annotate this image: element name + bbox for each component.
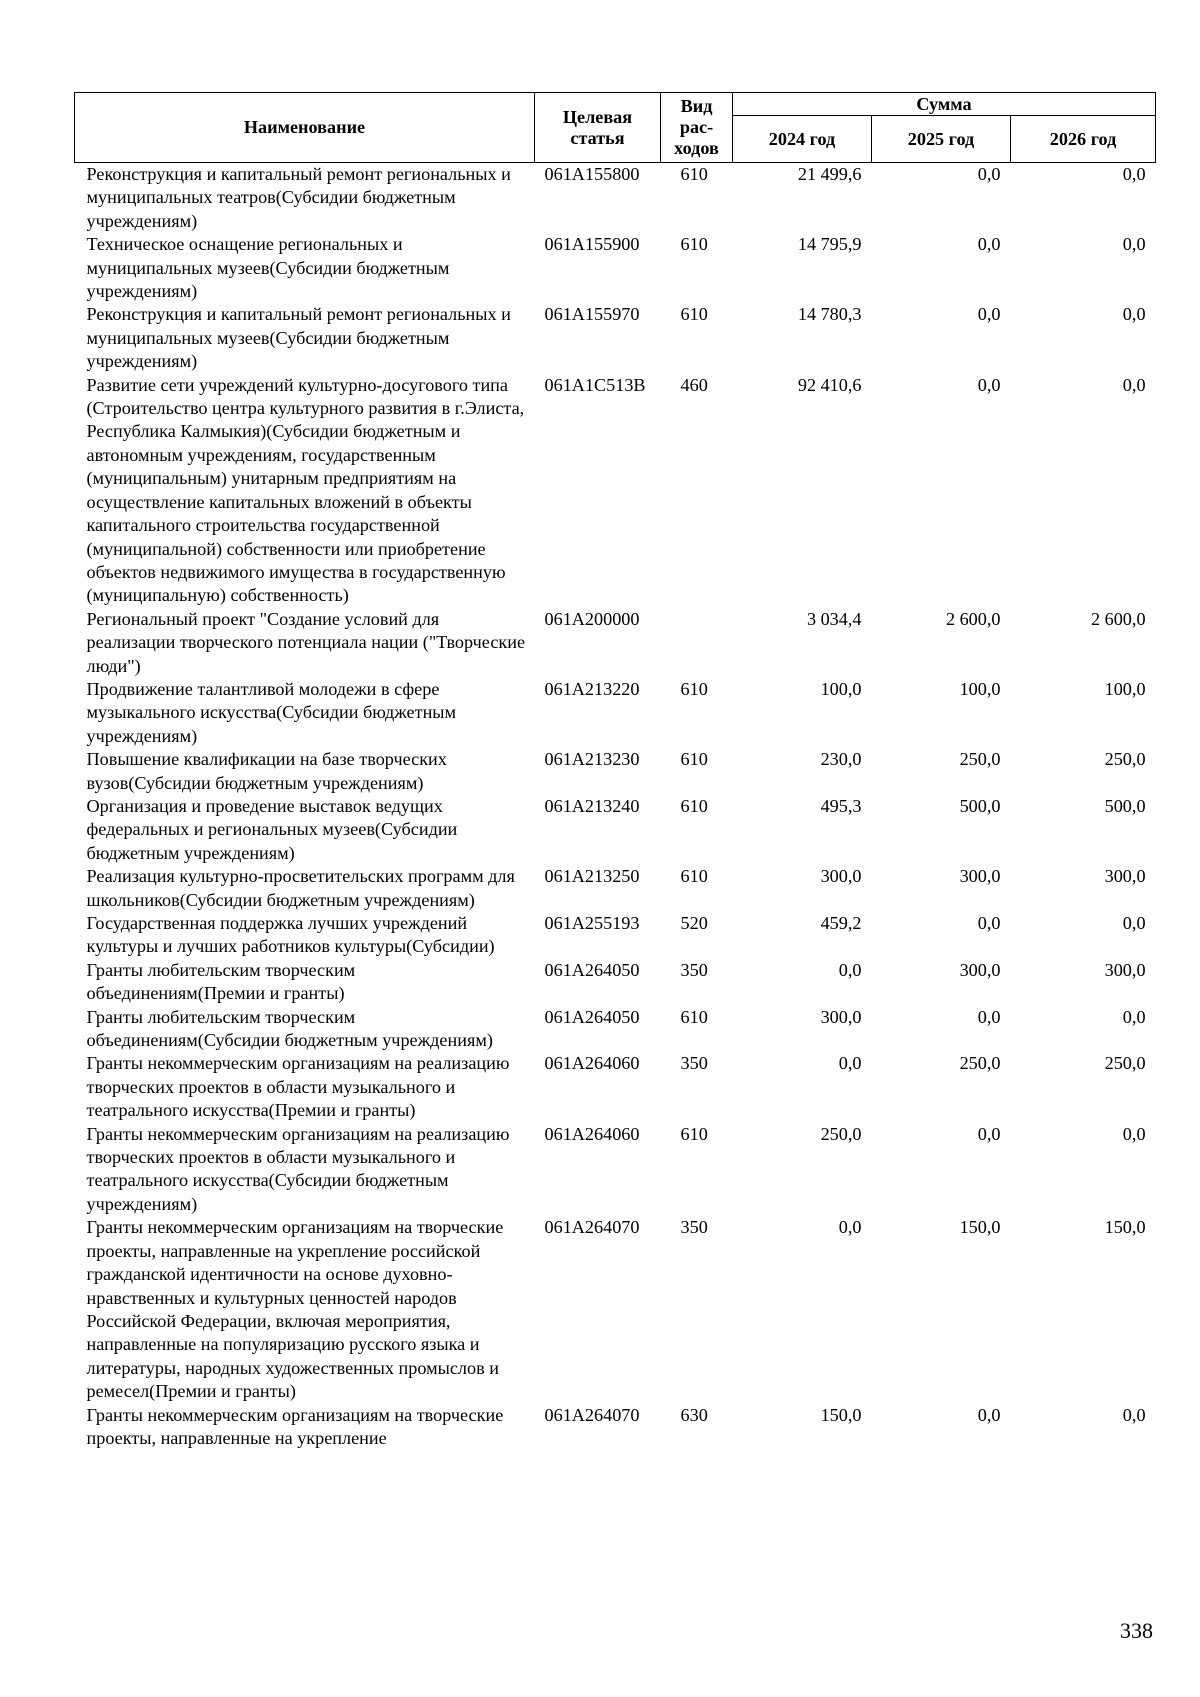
row-sum-2025: 0,0 [977,374,1001,395]
row-name: Гранты любительским творческим объединениям(Субсидии бюджетным учреждениям) [86,1006,493,1051]
row-name: Гранты некоммерческим организациям на творческие проекты, направленные на укрепление [86,1404,504,1448]
row-name: Продвижение талантливой молодежи в сфере музыкального искусства(Субсидии бюджетным учреждениям) [86,678,457,746]
header-year-2025: 2025 год [872,116,1011,163]
row-sum-2025: 300,0 [959,959,1001,980]
table-body [75,163,1156,1451]
row-sum-2025: 250,0 [959,749,1001,770]
row-expense-type: 610 [680,866,708,887]
table-row [75,1404,1156,1451]
table-row [75,374,1156,608]
row-name: Техническое оснащение региональных и муниципальных музеев(Субсидии бюджетным учреждениям) [86,234,450,302]
row-name: Гранты некоммерческим организациям на творческие проекты, направленные на укрепление российской гражданской идентичности на основе духовно-нравственных и культурных ценностей народов Российской Федерации, включая мероприятия, направленные на популяризацию русского языка и литературы, народных художественных промыслов и ремесел(Премии и гранты) [86,1217,504,1402]
row-expense-type: 610 [680,1006,708,1027]
row-sum-2024: 92 410,6 [797,374,862,395]
header-name: Наименование [75,93,535,163]
row-target-article: 061A264060 [544,1123,640,1144]
table-row [75,1123,1156,1217]
row-target-article: 061A213250 [544,866,640,887]
row-expense-type: 610 [680,164,708,184]
row-target-article: 061A213230 [544,749,640,770]
row-expense-type: 460 [680,374,708,395]
table-row [75,912,1156,959]
row-sum-2025: 0,0 [977,1123,1001,1144]
row-target-article: 061A1C513B [544,374,646,395]
row-sum-2025: 150,0 [959,1217,1001,1238]
row-name: Повышение квалификации на базе творческих вузов(Субсидии бюджетным учреждениям) [86,749,447,793]
row-name: Реконструкция и капитальный ремонт региональных и муниципальных музеев(Субсидии бюджетным учреждениям) [86,304,511,372]
table-row [75,959,1156,1006]
row-sum-2026: 150,0 [1104,1217,1146,1238]
table-row [75,795,1156,865]
row-sum-2025: 0,0 [977,234,1001,255]
table-row [75,1052,1156,1122]
row-name: Реализация культурно-просветительских программ для школьников(Субсидии бюджетным учреждениям) [86,866,515,910]
row-sum-2024: 14 795,9 [797,234,862,255]
row-sum-2025: 0,0 [977,1006,1001,1027]
row-sum-2025: 100,0 [959,678,1001,699]
row-target-article: 061A264070 [544,1404,640,1425]
row-target-article: 061A155970 [544,304,640,325]
row-name: Гранты любительским творческим объединениям(Премии и гранты) [86,959,356,1004]
row-target-article: 061A264060 [544,1053,640,1074]
row-expense-type: 610 [680,304,708,325]
table-header [75,93,1156,163]
row-sum-2025: 0,0 [977,304,1001,325]
row-sum-2026: 250,0 [1104,749,1146,770]
table-row [75,865,1156,912]
row-target-article: 061A264070 [544,1217,640,1238]
row-sum-2025: 2 600,0 [945,608,1001,629]
row-name: Развитие сети учреждений культурно-досугового типа (Строительство центра культурного развития в г.Элиста, Республика Калмыкия)(Субсидии бюджетным и автономным учреждениям, государственным (муниципальным) унитарным предприятиям на осуществление капитальных вложений в объекты капитального строительства государственной (муниципальной) собственности или приобретение объектов недвижимого имущества в государственную (муниципальную) собственность) [86,374,525,606]
row-target-article: 061A155800 [544,164,640,184]
row-name: Государственная поддержка лучших учреждений культуры и лучших работников культуры(Субсидии) [86,913,495,957]
row-sum-2026: 0,0 [1122,164,1146,184]
row-target-article: 061A213220 [544,678,640,699]
row-sum-2024: 3 034,4 [806,608,862,629]
row-expense-type: 350 [680,1217,708,1238]
row-sum-2024: 230,0 [820,749,862,770]
row-name: Региональный проект "Создание условий для реализации творческого потенциала нации ("Творческие люди") [86,608,526,676]
row-expense-type: 350 [680,959,708,980]
row-expense-type: 630 [680,1404,708,1425]
row-sum-2026: 0,0 [1122,304,1146,325]
header-year-2024: 2024 год [733,116,872,163]
row-sum-2025: 0,0 [977,164,1001,184]
row-target-article: 061A264050 [544,959,640,980]
table-row [75,1006,1156,1053]
row-sum-2025: 250,0 [959,1053,1001,1074]
row-sum-2026: 250,0 [1104,1053,1146,1074]
row-target-article: 061A213240 [544,795,640,816]
row-sum-2026: 2 600,0 [1090,608,1146,629]
row-sum-2026: 300,0 [1104,959,1146,980]
row-sum-2024: 300,0 [820,1006,862,1027]
row-expense-type: 610 [680,749,708,770]
row-sum-2025: 0,0 [977,913,1001,933]
row-sum-2024: 459,2 [820,913,862,933]
row-sum-2024: 21 499,6 [797,164,862,184]
table-row [75,748,1156,795]
row-target-article: 061A155900 [544,234,640,255]
row-expense-type: 610 [680,1123,708,1144]
row-sum-2026: 500,0 [1104,795,1146,816]
row-expense-type: 610 [680,795,708,816]
row-sum-2024: 300,0 [820,866,862,887]
row-expense-type: 350 [680,1053,708,1074]
row-target-article: 061A264050 [544,1006,640,1027]
header-year-2026: 2026 год [1011,116,1156,163]
row-sum-2024: 0,0 [838,959,862,980]
row-expense-type: 610 [680,234,708,255]
row-sum-2025: 500,0 [959,795,1001,816]
row-name: Гранты некоммерческим организациям на реализацию творческих проектов в области музыкального и театрального искусства(Субсидии бюджетным учреждениям) [86,1123,510,1214]
row-sum-2024: 150,0 [820,1404,862,1425]
table-row [75,608,1156,678]
row-sum-2024: 495,3 [820,795,862,816]
header-sum: Сумма [733,93,1156,116]
row-sum-2026: 0,0 [1122,234,1146,255]
page-number: 338 [1120,1618,1153,1643]
row-name: Реконструкция и капитальный ремонт региональных и муниципальных театров(Субсидии бюджетным учреждениям) [86,164,511,231]
row-sum-2026: 0,0 [1122,1123,1146,1144]
budget-table [74,92,1156,1450]
row-sum-2024: 250,0 [820,1123,862,1144]
row-sum-2024: 0,0 [838,1053,862,1074]
table-row [75,1216,1156,1403]
row-expense-type [661,608,733,678]
row-sum-2024: 14 780,3 [797,304,862,325]
table-row [75,678,1156,748]
row-target-article: 061A255193 [544,913,640,933]
row-sum-2026: 0,0 [1122,374,1146,395]
row-name: Гранты некоммерческим организациям на реализацию творческих проектов в области музыкального и театрального искусства(Премии и гранты) [86,1053,510,1121]
row-sum-2024: 100,0 [820,678,862,699]
row-expense-type: 520 [680,913,708,933]
row-target-article: 061A200000 [544,608,640,629]
table-row [75,163,1156,234]
header-expense-type: Вид рас-ходов [661,93,733,163]
row-sum-2026: 0,0 [1122,913,1146,933]
row-sum-2024: 0,0 [838,1217,862,1238]
row-sum-2025: 300,0 [959,866,1001,887]
row-sum-2026: 0,0 [1122,1404,1146,1425]
header-target-article: Целевая статья [535,93,661,163]
row-sum-2026: 300,0 [1104,866,1146,887]
row-sum-2026: 0,0 [1122,1006,1146,1027]
row-sum-2026: 100,0 [1104,678,1146,699]
row-sum-2025: 0,0 [977,1404,1001,1425]
table-row [75,233,1156,303]
table-row [75,303,1156,373]
row-name: Организация и проведение выставок ведущих федеральных и региональных музеев(Субсидии бюджетным учреждениям) [86,795,458,863]
row-expense-type: 610 [680,678,708,699]
